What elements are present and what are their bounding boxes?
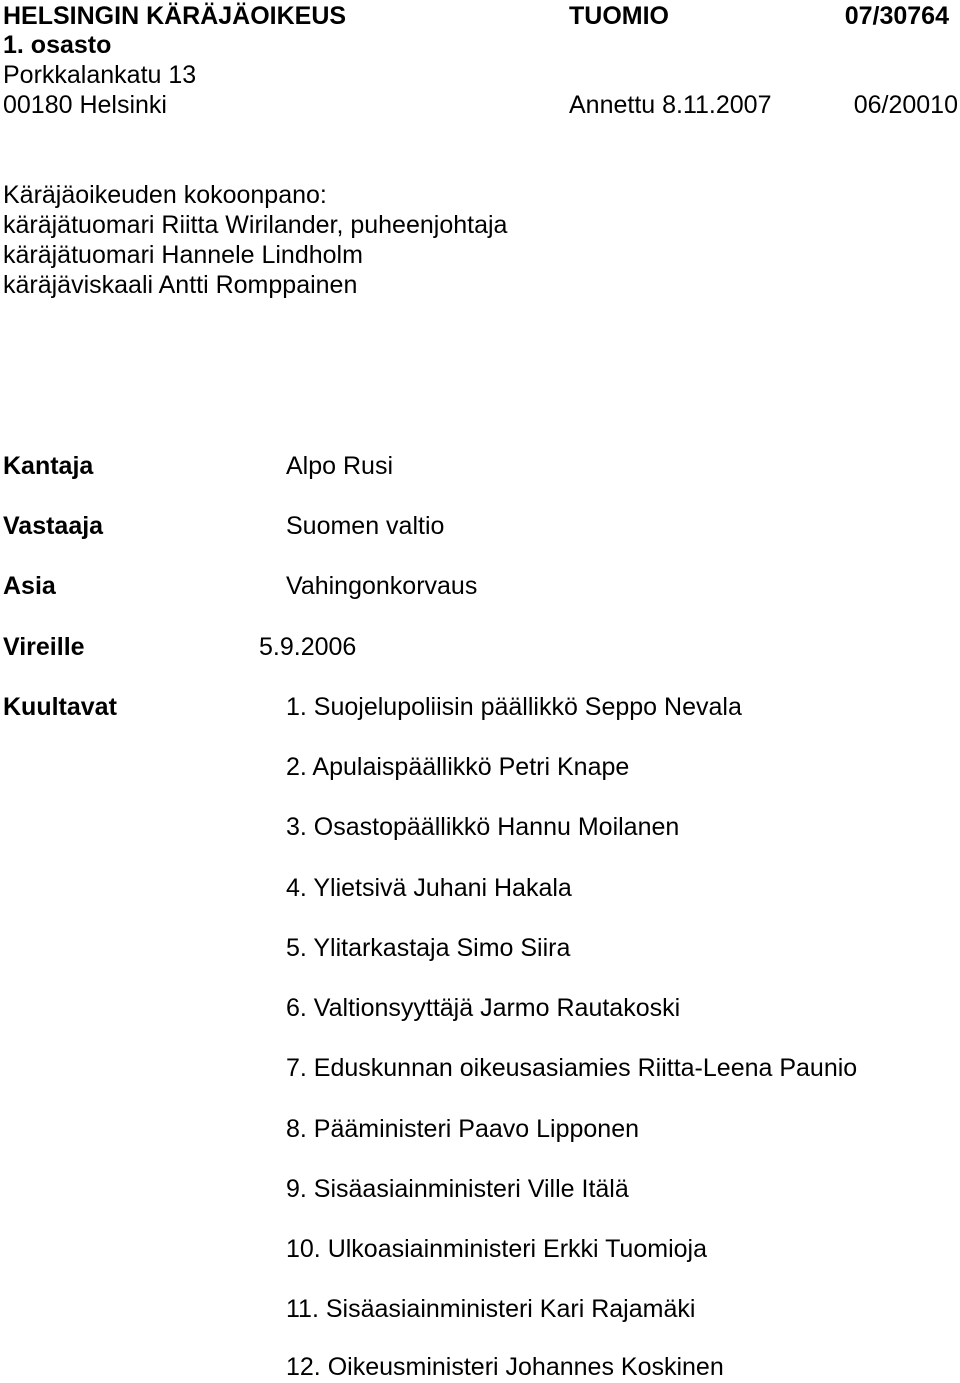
defendant-name: Suomen valtio: [286, 512, 445, 540]
witness-item: 11. Sisäasiainministeri Kari Rajamäki: [286, 1295, 696, 1323]
witnesses-label: Kuultavat: [3, 693, 117, 721]
witness-item: 4. Ylietsivä Juhani Hakala: [286, 874, 572, 902]
case-number: 06/20010: [853, 91, 958, 119]
defendant-label: Vastaaja: [3, 512, 104, 540]
composition-member: käräjätuomari Hannele Lindholm: [3, 241, 363, 269]
witness-item: 2. Apulaispäällikkö Petri Knape: [286, 753, 630, 781]
issued-date: Annettu 8.11.2007: [569, 91, 772, 119]
matter-label: Asia: [3, 572, 56, 600]
witness-item: 5. Ylitarkastaja Simo Siira: [286, 934, 571, 962]
witness-item: 10. Ulkoasiainministeri Erkki Tuomioja: [286, 1235, 707, 1263]
court-name: HELSINGIN KÄRÄJÄOIKEUS: [3, 2, 347, 30]
witness-item: 6. Valtionsyyttäjä Jarmo Rautakoski: [286, 994, 681, 1022]
pending-label: Vireille: [3, 633, 85, 661]
witness-item: 12. Oikeusministeri Johannes Koskinen: [286, 1353, 724, 1381]
street-address: Porkkalankatu 13: [3, 61, 197, 89]
document-number: 07/30764: [844, 2, 949, 30]
witness-item: 7. Eduskunnan oikeusasiamies Riitta-Leena Paunio: [286, 1054, 858, 1082]
witness-item: 1. Suojelupoliisin päällikkö Seppo Nevala: [286, 693, 742, 721]
composition-member: käräjätuomari Riitta Wirilander, puheenjohtaja: [3, 211, 508, 239]
composition-heading: Käräjäoikeuden kokoonpano:: [3, 181, 327, 209]
matter-value: Vahingonkorvaus: [286, 572, 478, 600]
witness-item: 8. Pääministeri Paavo Lipponen: [286, 1115, 640, 1143]
postal-address: 00180 Helsinki: [3, 91, 167, 119]
plaintiff-name: Alpo Rusi: [286, 452, 393, 480]
composition-member: käräjäviskaali Antti Romppainen: [3, 271, 358, 299]
document-type: TUOMIO: [569, 2, 669, 30]
plaintiff-label: Kantaja: [3, 452, 94, 480]
department: 1. osasto: [3, 31, 112, 59]
witness-item: 9. Sisäasiainministeri Ville Itälä: [286, 1175, 629, 1203]
witness-item: 3. Osastopäällikkö Hannu Moilanen: [286, 813, 680, 841]
pending-date: 5.9.2006: [259, 633, 357, 661]
